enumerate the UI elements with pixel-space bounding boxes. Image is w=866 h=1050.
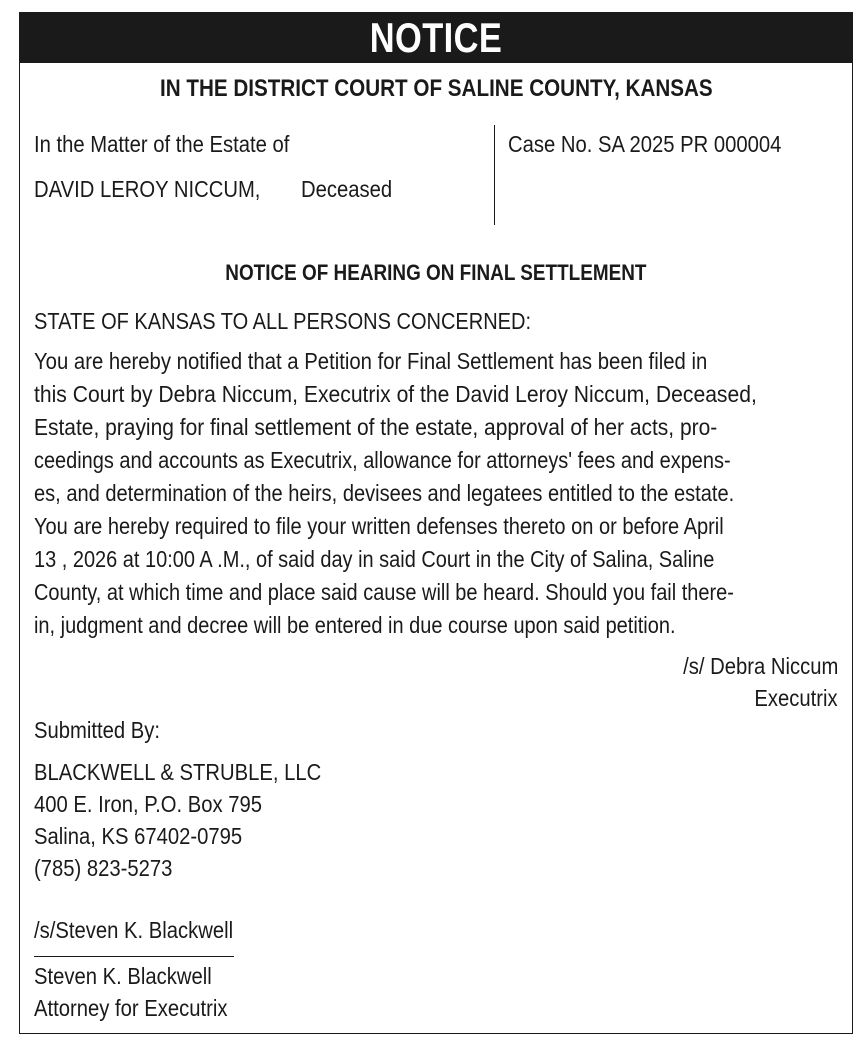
body-line — [34, 612, 773, 639]
executrix-role — [743, 685, 838, 712]
body-line-text: 13 , 2026 at 10:00 A .M., of said day in said Court in the City of Salina, Saline — [34, 546, 715, 572]
firm-address-2-text: Salina, KS 67402-0795 — [34, 823, 243, 849]
submitted-by-label — [34, 717, 177, 744]
firm-name-text: BLACKWELL & STRUBLE, LLC — [34, 759, 322, 785]
salutation-text: STATE OF KANSAS TO ALL PERSONS CONCERNED: — [34, 308, 532, 334]
body-line — [34, 447, 837, 474]
body-line — [34, 546, 818, 573]
notice-title-text: NOTICE OF HEARING ON FINAL SETTLEMENT — [225, 260, 647, 285]
caption-status — [301, 176, 405, 203]
body-line — [34, 348, 796, 375]
attorney-signature-text: /s/Steven K. Blackwell — [34, 917, 234, 943]
firm-phone-text: (785) 823-5273 — [34, 855, 173, 881]
body-line-text: You are hereby required to file your written defenses thereto on or before April — [34, 513, 724, 539]
caption-matter — [34, 131, 324, 158]
case-number — [508, 131, 819, 158]
body-line-text: in, judgment and decree will be entered in due course upon said petition. — [34, 612, 676, 638]
firm-address-line-2 — [34, 823, 271, 850]
body-line-text: this Court by Debra Niccum, Executrix of the David Leroy Niccum, Deceased, — [34, 381, 757, 407]
case-number-text: Case No. SA 2025 PR 000004 — [508, 131, 782, 157]
attorney-signature — [34, 917, 260, 944]
caption-decedent-text: DAVID LEROY NICCUM, — [34, 176, 261, 202]
body-line — [34, 579, 840, 606]
executrix-signature — [662, 653, 838, 680]
firm-address-1-text: 400 E. Iron, P.O. Box 795 — [34, 791, 263, 817]
notice-banner-text: NOTICE — [95, 13, 777, 63]
signature-line — [34, 956, 234, 957]
body-line-text: es, and determination of the heirs, devisees and legatees entitled to the estate. — [34, 480, 735, 506]
attorney-role — [34, 995, 254, 1022]
legal-notice — [19, 12, 853, 1034]
body-line-text: Estate, praying for final settlement of the estate, approval of her acts, pro- — [34, 414, 718, 440]
firm-name — [34, 759, 360, 786]
firm-address-line-1 — [34, 791, 293, 818]
body-line — [34, 381, 821, 408]
caption-status-text: Deceased — [301, 176, 393, 202]
notice-title — [20, 260, 852, 286]
caption-matter-text: In the Matter of the Estate of — [34, 131, 290, 157]
body-line-text: County, at which time and place said cause will be heard. Should you fail there- — [34, 579, 734, 605]
court-name — [20, 75, 852, 103]
body-line-text: ceedings and accounts as Executrix, allowance for attorneys' fees and expens- — [34, 447, 731, 473]
court-name-text: IN THE DISTRICT COURT OF SALINE COUNTY, KANSAS — [159, 75, 713, 102]
attorney-role-text: Attorney for Executrix — [34, 995, 228, 1021]
submitted-by-text: Submitted By: — [34, 717, 161, 743]
body-line — [34, 414, 783, 441]
salutation — [34, 308, 605, 335]
body-line-text: You are hereby notified that a Petition for Final Settlement has been filed in — [34, 348, 708, 374]
caption-decedent — [34, 176, 291, 203]
attorney-name — [34, 963, 236, 990]
executrix-signature-text: /s/ Debra Niccum — [682, 653, 838, 679]
notice-banner — [20, 13, 852, 63]
caption-divider — [494, 125, 495, 225]
body-line — [34, 513, 826, 540]
executrix-role-text: Executrix — [754, 685, 838, 711]
body-line — [34, 480, 837, 507]
attorney-name-text: Steven K. Blackwell — [34, 963, 212, 989]
firm-phone — [34, 855, 191, 882]
